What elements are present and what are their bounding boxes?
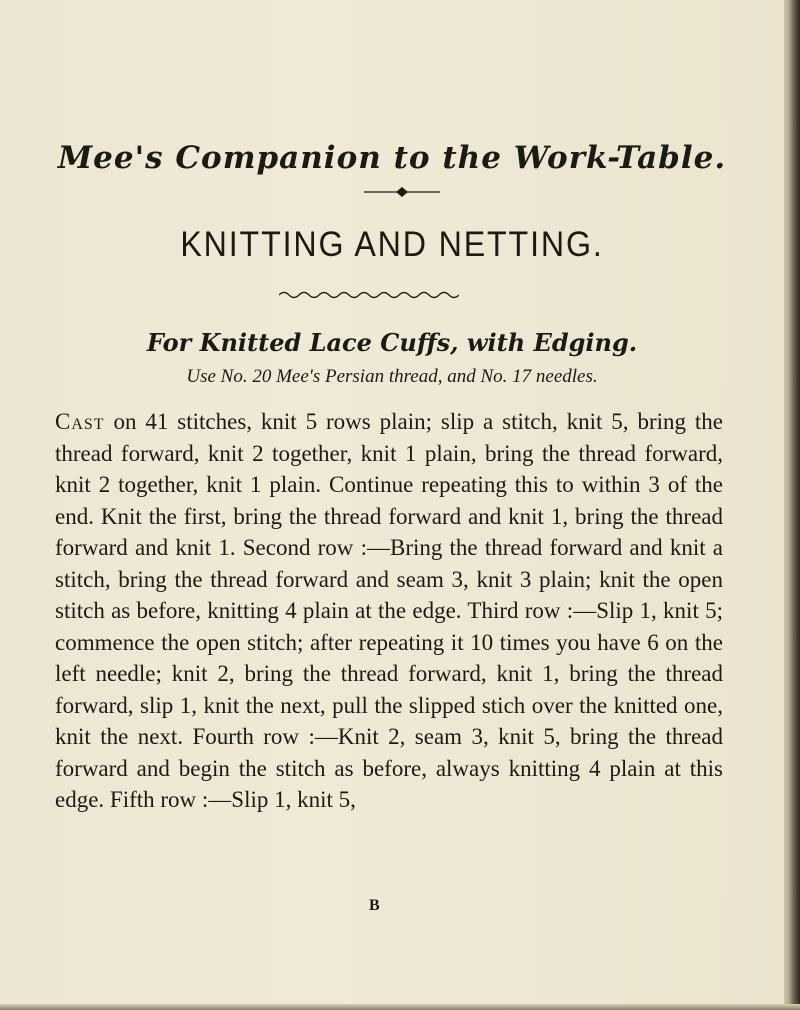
ornament-divider [362, 186, 442, 198]
wavy-rule [279, 290, 459, 300]
instructions-text: on 41 stitches, knit 5 rows plain; slip a stitch, knit 5, bring the thread forward, knit 2 together, knit 1 plain, bring the thread forward, knit 2 together, knit 1 plain. Continue repeating this to within 3 of the end. Knit the first, bring the thread forward and knit 1, bring the thread forward and knit 1. Second row :—Bring the thread forward and knit a stitch, bring the thread forward and seam 3, knit 3 plain; knit the open stitch as before, knitting 4 plain at the edge. Third row :—Slip 1, knit 5; commence the open stitch; after repeating it 10 times you have 6 on the left needle; knit 2, bring the thread forward, knit 1, bring the thread forward, slip 1, knit the next, pull the slipped stich over the knitted one, knit the next. Fourth row :—Knit 2, seam 3, knit 5, bring the thread forward and begin the stitch as before, always knitting 4 plain at this edge. Fifth row :—Slip 1, knit 5, [55, 409, 723, 812]
materials-note: Use No. 20 Mee's Persian thread, and No. 17 needles. [186, 366, 598, 387]
pattern-instructions [55, 406, 723, 816]
section-title: KNITTING AND NETTING. [180, 225, 604, 264]
page-bottom-edge [0, 1004, 800, 1010]
signature-mark: B [369, 897, 380, 914]
running-header: Mee's Companion to the Work-Table. [57, 140, 727, 176]
page-edge [784, 0, 800, 1010]
lead-word: Cast [55, 409, 105, 434]
pattern-title: For Knitted Lace Cuffs, with Edging. [146, 328, 638, 357]
